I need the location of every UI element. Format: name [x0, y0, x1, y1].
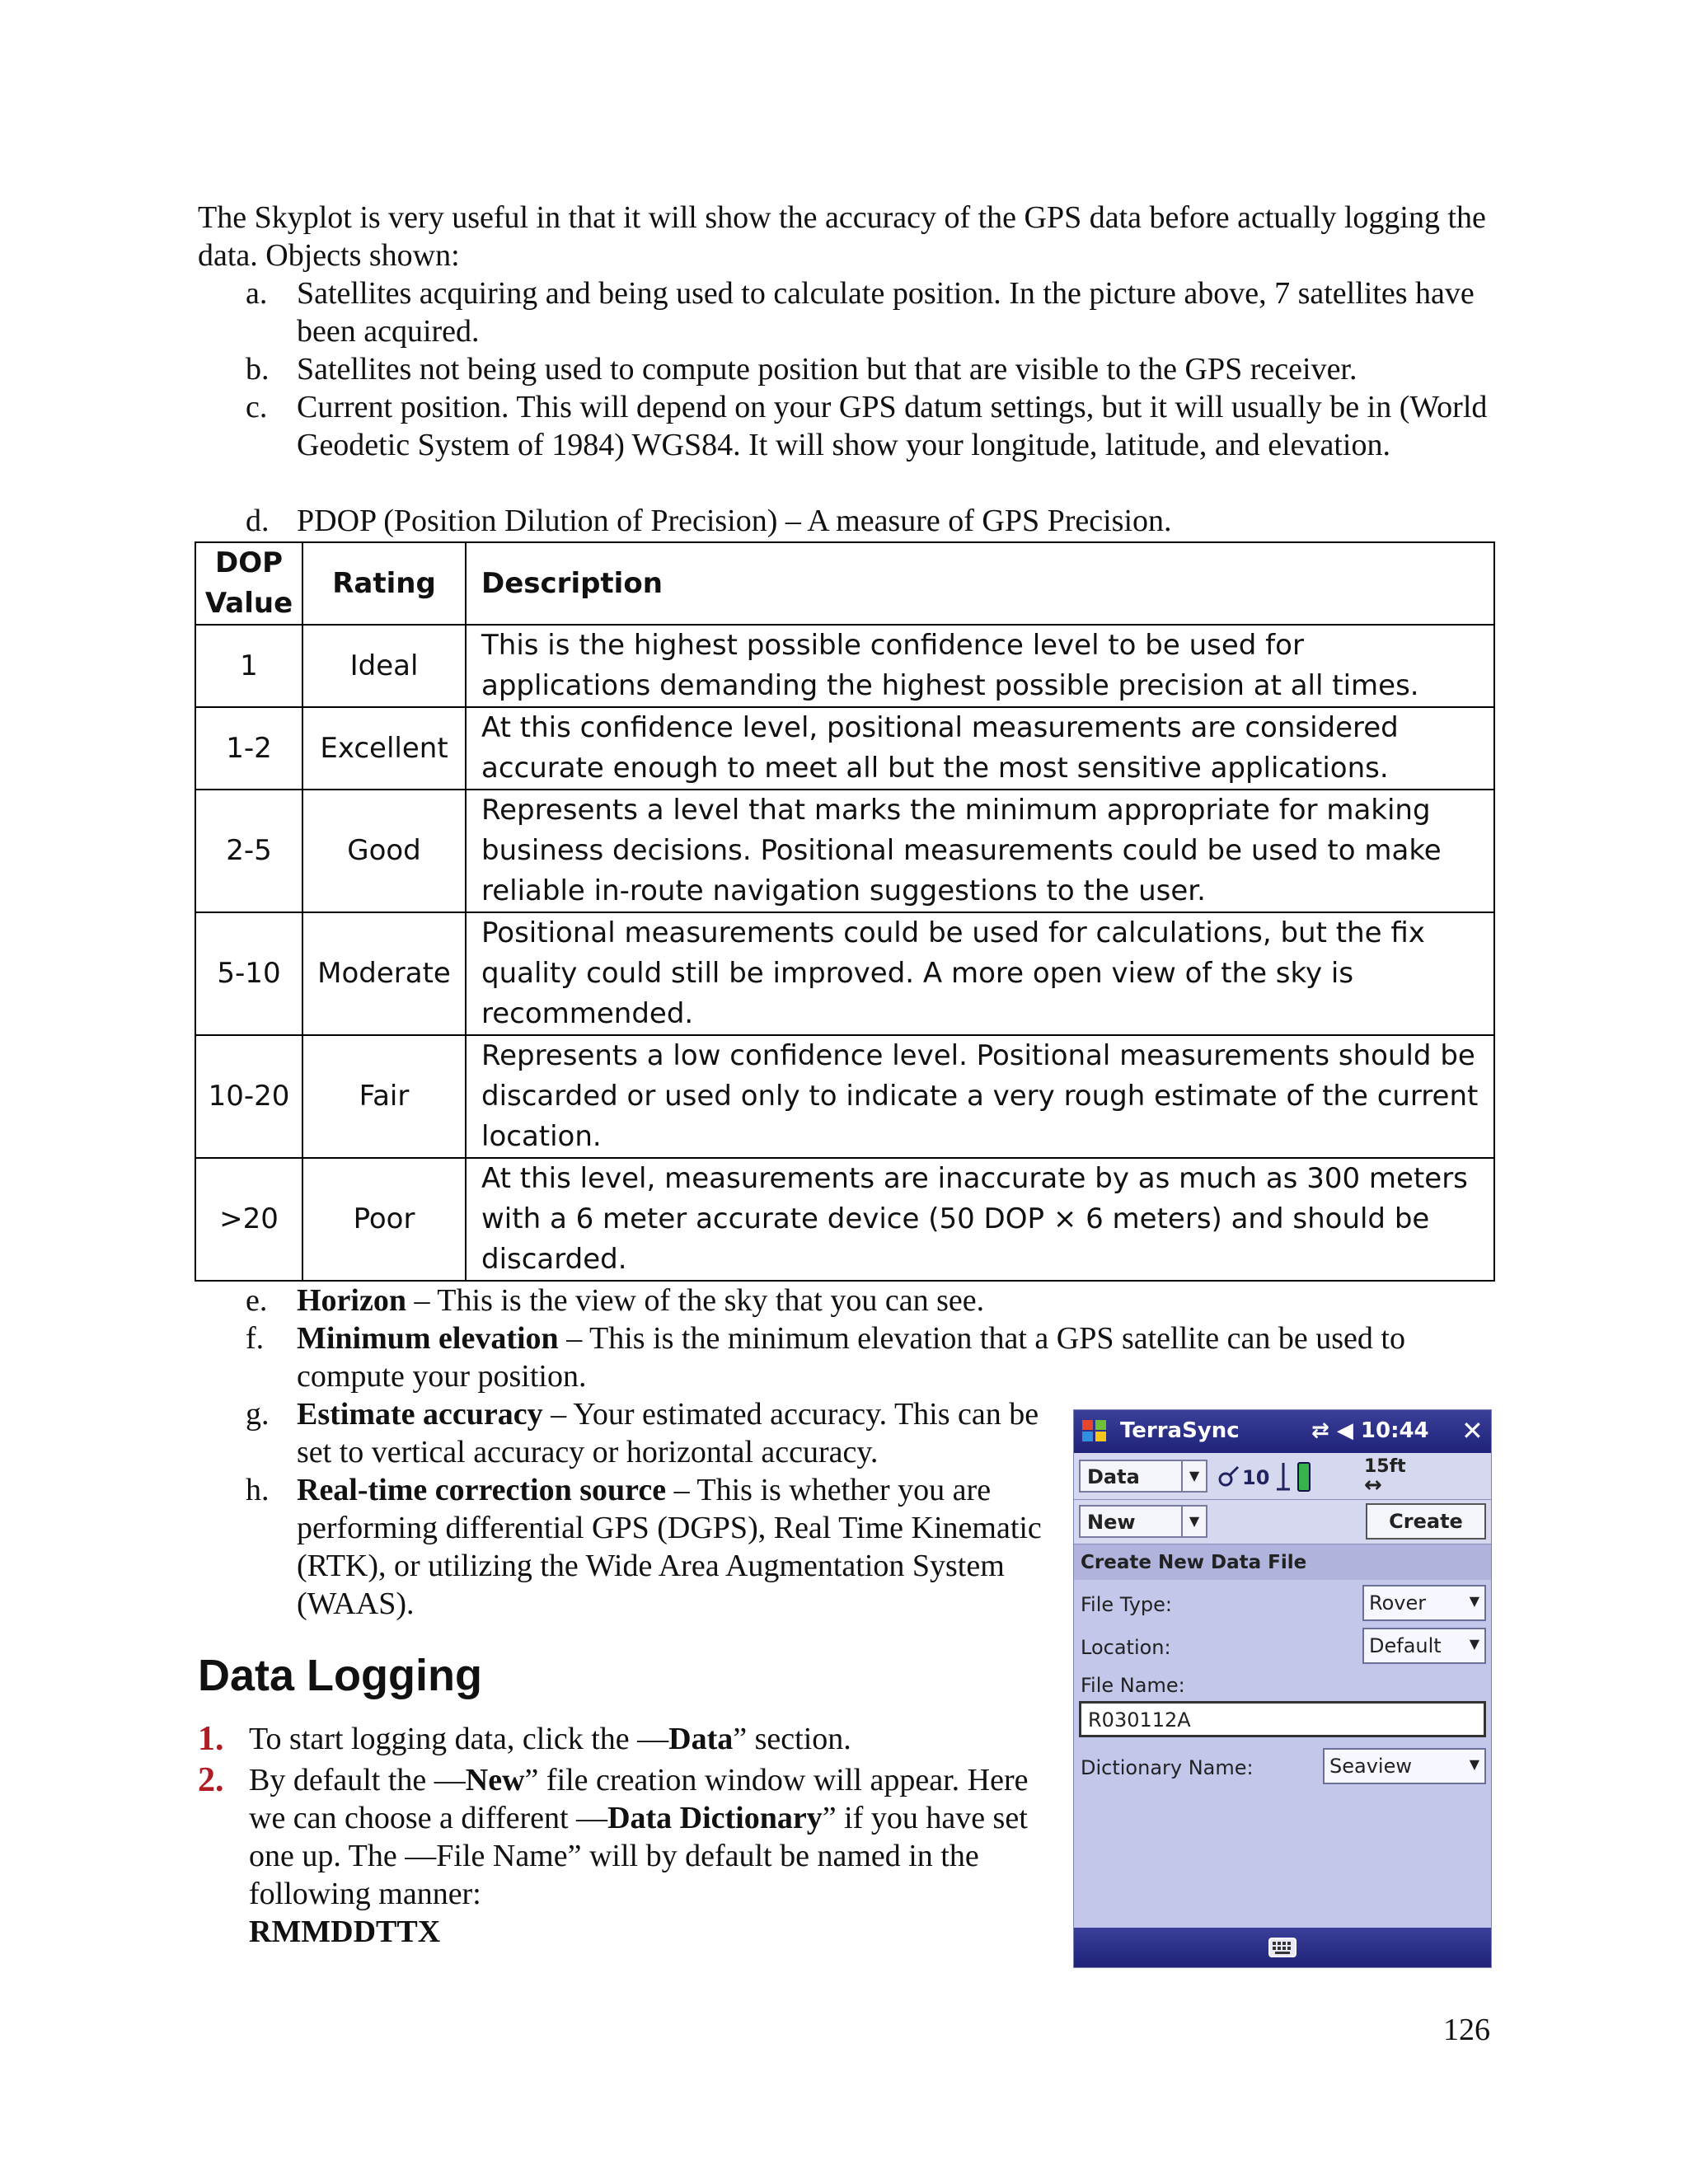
satellite-count: 10 [1242, 1466, 1270, 1489]
step-term: New [465, 1763, 525, 1797]
cell-dop-value: 10-20 [195, 1035, 302, 1158]
dop-table [195, 541, 1495, 1282]
list-label: c. [246, 390, 268, 424]
antenna-icon [1275, 1460, 1292, 1493]
step-text [249, 1720, 1073, 1758]
cell-description: At this confidence level, positional measurements are considered accurate enough to meet all but the most sensitive applications. [466, 707, 1494, 790]
status-time: ⇄ ◀ 10:44 [1311, 1418, 1429, 1443]
accuracy-arrows-icon: ↔ [1364, 1473, 1382, 1497]
cell-description: At this level, measurements are inaccurate by as much as 300 meters with a 6 meter accurate device (50 DOP × 6 meters) and should be discarded. [466, 1158, 1494, 1281]
cell-description: Positional measurements could be used for calculations, but the fix quality could still be improved. A more open view of the sky is recommended. [466, 912, 1494, 1035]
location-label: Location: [1081, 1636, 1171, 1659]
dictionary-value: Seaview [1329, 1755, 1412, 1778]
chevron-down-icon: ▼ [1181, 1507, 1206, 1536]
file-type-value: Rover [1369, 1591, 1427, 1615]
list-desc: – This is the minimum elevation that a GPS satellite can be used to compute your position. [297, 1321, 1405, 1394]
step-term: Data [668, 1722, 734, 1756]
page-number: 126 [1443, 2013, 1490, 2047]
file-type-select[interactable] [1362, 1585, 1486, 1621]
list-term: Estimate accuracy [297, 1397, 543, 1432]
step-number: 1. [198, 1720, 224, 1758]
cell-rating: Fair [302, 1035, 466, 1158]
chevron-down-icon: ▼ [1469, 1593, 1479, 1609]
device-toolbar [1074, 1453, 1491, 1499]
list-term: Horizon [297, 1283, 406, 1318]
list-desc: – This is whether you are performing differential GPS (DGPS), Real Time Kinematic (RTK), or utilizing the Wide Area Augmentation System (WAAS). [297, 1473, 1042, 1621]
list-text: Satellites not being used to compute position but that are visible to the GPS receiver. [297, 352, 1357, 387]
file-name-label: File Name: [1081, 1674, 1185, 1697]
list-text: PDOP (Position Dilution of Precision) – A measure of GPS Precision. [297, 504, 1172, 538]
cell-description: Represents a level that marks the minimum appropriate for making business decisions. Positional measurements could be used to make reliable in-route navigation suggestions to the user. [466, 790, 1494, 912]
cell-dop-value: 1-2 [195, 707, 302, 790]
section-heading: Data Logging [198, 1651, 482, 1700]
chevron-down-icon: ▼ [1469, 1636, 1479, 1652]
file-name-input[interactable]: R030112A [1079, 1701, 1486, 1737]
table-row [195, 625, 1494, 707]
app-title: TerraSync [1120, 1418, 1240, 1443]
step-text-part: To start logging data, click the ― [249, 1722, 669, 1756]
dictionary-label: Dictionary Name: [1081, 1756, 1254, 1779]
chevron-down-icon: ▼ [1181, 1461, 1206, 1491]
header-description: Description [466, 542, 1494, 625]
step-text-part: ” section. [733, 1722, 851, 1756]
satellite-icon[interactable] [1216, 1463, 1240, 1491]
list-text [297, 1319, 1508, 1395]
step-term: Data Dictionary [607, 1801, 823, 1835]
step-text-part: By default the ― [249, 1763, 466, 1797]
table-header-row [195, 542, 1494, 625]
list-desc: – Your estimated accuracy. This can be set to vertical accuracy or horizontal accuracy. [297, 1397, 1039, 1469]
mode-dropdown[interactable] [1079, 1505, 1207, 1538]
file-type-label: File Type: [1081, 1593, 1172, 1616]
list-label: d. [246, 504, 270, 538]
cell-rating: Poor [302, 1158, 466, 1281]
terrasync-screenshot [1073, 1409, 1492, 1968]
cell-rating: Moderate [302, 912, 466, 1035]
list-term: Minimum elevation [297, 1321, 559, 1356]
step-text-part: ” file creation window will appear. Here we can choose a different ― [249, 1763, 1029, 1835]
list-text: Satellites acquiring and being used to calculate position. In the picture above, 7 satellites have been acquired. [297, 276, 1475, 349]
accuracy-indicator: 15ft [1364, 1456, 1406, 1477]
cell-dop-value: >20 [195, 1158, 302, 1281]
section-dropdown[interactable] [1079, 1460, 1207, 1493]
header-rating: Rating [302, 542, 466, 625]
device-titlebar [1074, 1410, 1491, 1453]
cell-description: This is the highest possible confidence level to be used for applications demanding the highest possible precision at all times. [466, 625, 1494, 707]
intro-paragraph: The Skyplot is very useful in that it will show the accuracy of the GPS data before actually logging the data. Objects shown: [198, 200, 1486, 273]
cell-dop-value: 1 [195, 625, 302, 707]
chevron-down-icon: ▼ [1469, 1756, 1479, 1772]
list-text [297, 1395, 1053, 1471]
location-select[interactable] [1362, 1628, 1486, 1664]
new-file-row [1074, 1499, 1491, 1544]
cell-dop-value: 5-10 [195, 912, 302, 1035]
cell-rating: Ideal [302, 625, 466, 707]
close-icon[interactable]: ✕ [1461, 1415, 1484, 1446]
device-bottom-bar [1074, 1928, 1491, 1967]
table-row [195, 1158, 1494, 1281]
table-row [195, 790, 1494, 912]
create-button[interactable]: Create [1366, 1503, 1486, 1540]
table-row [195, 707, 1494, 790]
list-label: g. [246, 1397, 270, 1432]
table-row [195, 912, 1494, 1035]
list-label: a. [246, 276, 268, 311]
filename-format: RMMDDTTX [249, 1915, 441, 1949]
list-text: Current position. This will depend on your GPS datum settings, but it will usually be in (World Geodetic System of 1984) WGS84. It will show your longitude, latitude, and elevation. [297, 390, 1488, 462]
step-text-part: ” if you have set one up. The ―File Name” will by default be named in the following manner: [249, 1801, 1028, 1911]
form-title: Create New Data File [1074, 1544, 1491, 1580]
step-number: 2. [198, 1761, 224, 1799]
dictionary-select[interactable] [1323, 1748, 1486, 1784]
cell-description: Represents a low confidence level. Positional measurements should be discarded or used only to indicate a very rough estimate of the current location. [466, 1035, 1494, 1158]
list-text [297, 1282, 1508, 1319]
list-label: h. [246, 1473, 270, 1507]
list-desc: – This is the view of the sky that you can see. [406, 1283, 985, 1318]
header-dop-value: DOP Value [195, 542, 302, 625]
cell-dop-value: 2-5 [195, 790, 302, 912]
location-value: Default [1369, 1634, 1442, 1657]
list-label: b. [246, 352, 270, 387]
list-text [297, 1471, 1053, 1623]
list-label: e. [246, 1283, 268, 1318]
keyboard-icon[interactable] [1268, 1938, 1296, 1957]
list-term: Real-time correction source [297, 1473, 667, 1507]
cell-rating: Good [302, 790, 466, 912]
section-dropdown-label: Data [1087, 1465, 1140, 1488]
table-row [195, 1035, 1494, 1158]
windows-logo-icon[interactable] [1081, 1417, 1109, 1445]
list-label: f. [246, 1321, 265, 1356]
step-text [249, 1761, 1040, 1951]
battery-icon [1296, 1460, 1311, 1493]
mode-dropdown-label: New [1087, 1511, 1136, 1534]
cell-rating: Excellent [302, 707, 466, 790]
